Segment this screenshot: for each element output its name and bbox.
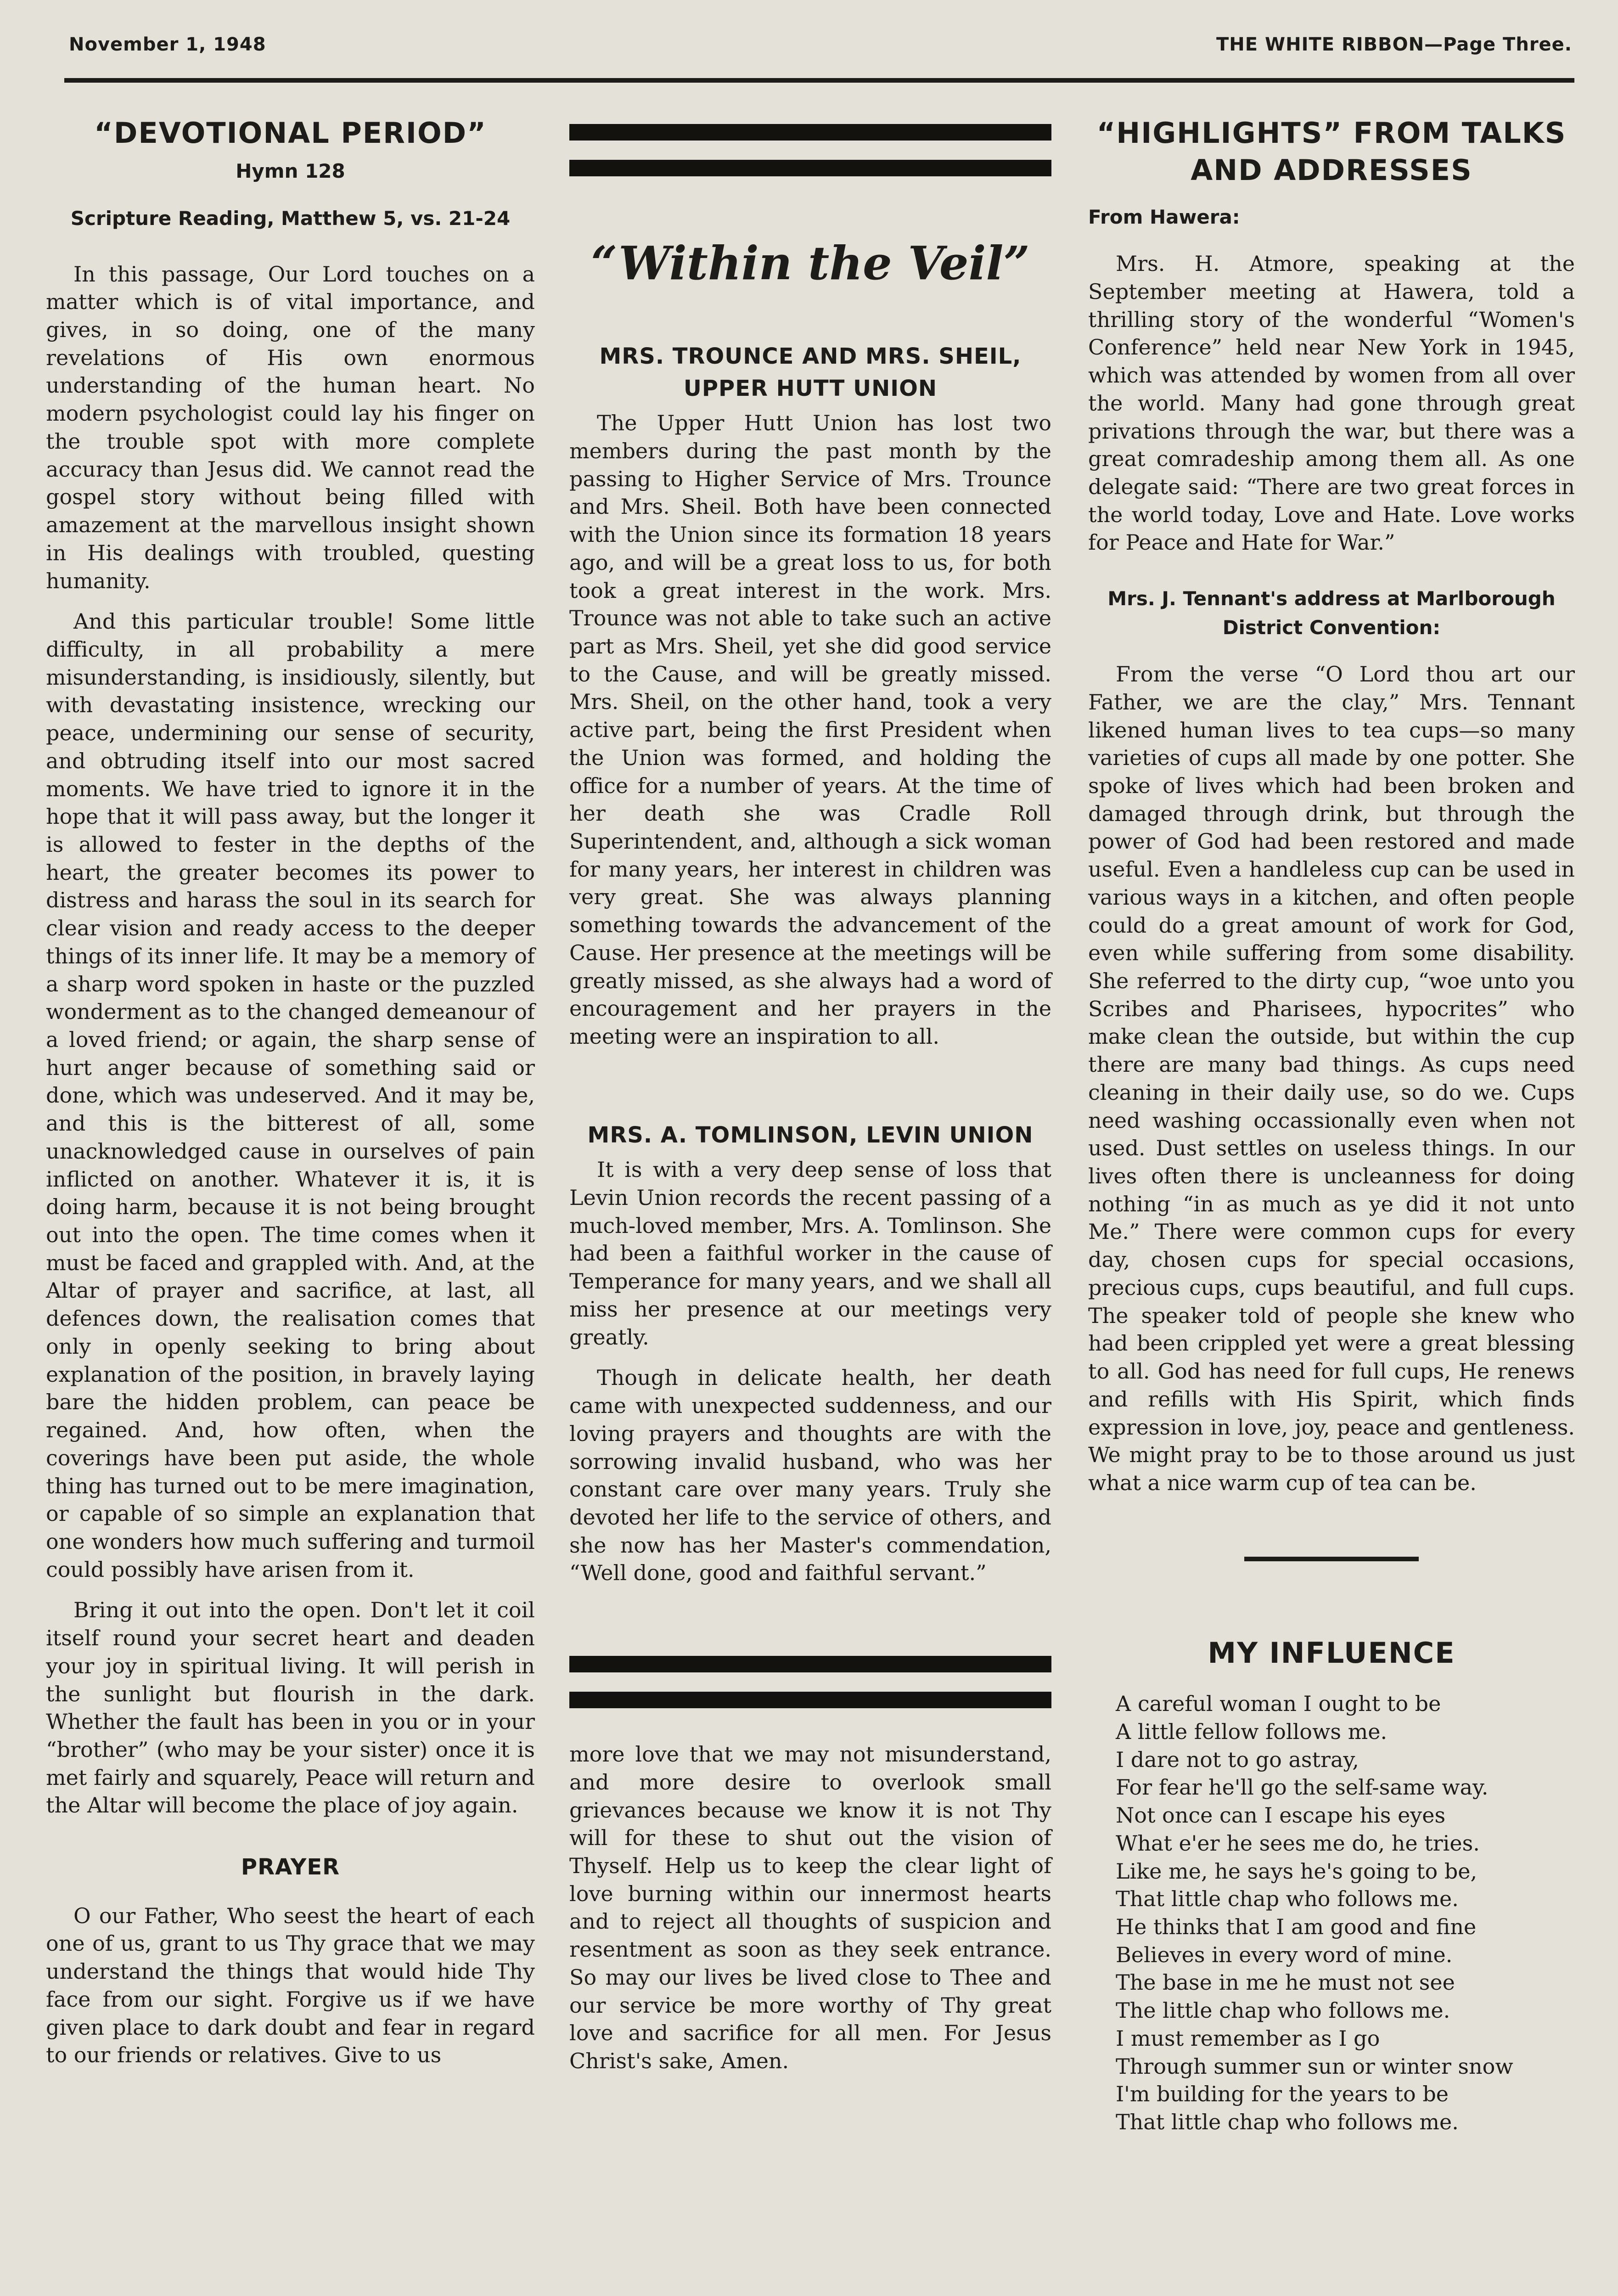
hymn-line: Hymn 128 (236, 159, 345, 182)
poem-line: A little fellow follows me. (1116, 1719, 1388, 1744)
tennant-heading: Mrs. J. Tennant's address at Marlborough District Convention: (1107, 587, 1556, 639)
devotional-paragraph: Bring it out into the open. Don't let it coil itself round your secret heart and deaden your joy in spiritual living. It will perish in the sunlight but flourish in the dark. Whether the fault has been in you or in your “brother” (who may be your sister) once it is met fairly and squarely, Peace will return and the Altar will become the place of joy again. (46, 1598, 535, 1818)
issue-date: November 1, 1948 (69, 34, 266, 55)
poem-line: The base in me he must not see (1116, 1970, 1455, 1995)
heavy-rule (569, 160, 1051, 176)
poem-line: The little chap who follows me. (1116, 1998, 1450, 2023)
poem-line: I'm building for the years to be (1116, 2082, 1449, 2107)
obituary-text: Though in delicate health, her death came with unexpected suddenness, and our loving prayers and thoughts are with the sorrowing invalid husband, who was her constant care over many years. Truly she devoted her life to the service of others, and she now has her Master's commendation, “Well done, good and faithful servant.” (569, 1365, 1051, 1586)
poem-line: I must remember as I go (1116, 2026, 1380, 2051)
publication-page: THE WHITE RIBBON—Page Three. (1216, 34, 1572, 55)
obituary-heading: MRS. TROUNCE AND MRS. SHEIL, UPPER HUTT UNION (599, 343, 1022, 401)
header-rule (64, 78, 1574, 83)
poem-line: He thinks that I am good and fine (1116, 1914, 1477, 1939)
hawera-text: Mrs. H. Atmore, speaking at the September meeting at Hawera, told a thrilling story of the wonderful “Women's Conference” held near New York in 1945, which was attended by women from all over the world. Many had gone through great privations through the war, but there was a great comradeship among them all. As one delegate said: “There are two great forces in the world today, Love and Hate. Love works for Peace and Hate for War.” (1088, 251, 1575, 555)
column-highlights (1088, 106, 1575, 2136)
hawera-heading: From Hawera: (1088, 206, 1240, 229)
poem-line: I dare not to go astray, (1116, 1747, 1359, 1772)
heavy-rule (569, 1656, 1051, 1672)
poem-line: Like me, he says he's going to be, (1116, 1858, 1478, 1884)
poem-line: A careful woman I ought to be (1116, 1691, 1441, 1716)
poem-title: MY INFLUENCE (1208, 1636, 1455, 1670)
page-header (69, 27, 1572, 59)
devotional-title: “DEVOTIONAL PERIOD” (94, 116, 487, 150)
highlights-title: “HIGHLIGHTS” FROM TALKS AND ADDRESSES (1096, 116, 1567, 187)
poem-line: For fear he'll go the self-same way. (1116, 1775, 1489, 1800)
column-devotional (46, 106, 535, 2082)
within-the-veil-title: “Within the Veil” (590, 236, 1030, 290)
scripture-line: Scripture Reading, Matthew 5, vs. 21-24 (70, 207, 511, 230)
heavy-rule (569, 1692, 1051, 1708)
poem-line: What e'er he sees me do, he tries. (1116, 1830, 1480, 1856)
poem-line: That little chap who follows me. (1116, 2110, 1459, 2135)
poem (1116, 1690, 1575, 2136)
poem-line: Believes in every word of mine. (1116, 1942, 1453, 1967)
poem-line: Not once can I escape his eyes (1116, 1803, 1446, 1828)
prayer-text: O our Father, Who seest the heart of each one of us, grant to us Thy grace that we may understand the things that would hide Thy face from our sight. Forgive us if we have given place to dark doubt and fear in regard to our friends or relatives. Give to us (46, 1903, 535, 2068)
obituary-text: It is with a very deep sense of loss that Levin Union records the recent passing of a much-loved member, Mrs. A. Tomlinson. She had been a faithful worker in the cause of Temperance for many years, and we shall all miss her presence at our meetings very greatly. (569, 1157, 1051, 1350)
section-divider (1244, 1557, 1419, 1561)
prayer-title: PRAYER (241, 1854, 340, 1880)
obituary-heading: MRS. A. TOMLINSON, LEVIN UNION (587, 1122, 1034, 1148)
column-obituaries (569, 106, 1051, 2088)
poem-line: That little chap who follows me. (1116, 1886, 1459, 1912)
poem-line: Through summer sun or winter snow (1116, 2054, 1513, 2079)
obituary-text: The Upper Hutt Union has lost two members during the past month by the passing to Higher Service of Mrs. Trounce and Mrs. Sheil. Both have been connected with the Union since its formation 18 years ago, and will be a great loss to us, for both took a great interest in the work. Mrs. Trounce was not able to take such an active part as Mrs. Sheil, yet she did good service to the Cause, and will be greatly missed. Mrs. Sheil, on the other hand, took a very active part, being the first President when the Union was formed, and holding the office for a number of years. At the time of her death she was Cradle Roll Superintendent, and, although a sick woman for many years, her interest in children was very great. She was always planning something towards the advancement of the Cause. Her presence at the meetings will be greatly missed, as she always had a word of encouragement and her prayers in the meeting were an inspiration to all. (569, 411, 1051, 1049)
prayer-continued: more love that we may not misunderstand, and more desire to overlook small grievances because we know it is not Thy will for these to shut out the vision of Thyself. Help us to keep the clear light of love burning within our innermost hearts and to reject all thoughts of suspicion and resentment as soon as they seek entrance. So may our lives be lived close to Thee and our service be more worthy of Thy great love and sacrifice for all men. For Jesus Christ's sake, Amen. (569, 1742, 1051, 2073)
devotional-paragraph: In this passage, Our Lord touches on a matter which is of vital importance, and gives, in so doing, one of the many revelations of His own enormous understanding of the human heart. No modern psychologist could lay his finger on the trouble spot with more complete accuracy than Jesus did. We cannot read the gospel story without being filled with amazement at the marvellous insight shown in His dealings with troubled, questing humanity. (46, 261, 535, 593)
heavy-rule (569, 124, 1051, 141)
devotional-paragraph: And this particular trouble! Some little difficulty, in all probability a mere misunderstanding, is insidiously, silently, but with devastating insistence, wrecking our peace, undermining our sense of security, and obtruding itself into our most sacred moments. We have tried to ignore it in the hope that it will pass away, but the longer it is allowed to fester in the depths of the heart, the greater becomes its power to distress and harass the soul in its search for clear vision and ready access to the deeper things of its inner life. It may be a memory of a sharp word spoken in haste or the puzzled wonderment as to the changed demeanour of a loved friend; or again, the sharp sense of hurt anger because of something said or done, which was undeserved. And it may be, and this is the bitterest of all, some unacknowledged cause in ourselves of pain inflicted on another. Whatever it is, it is doing harm, because it is not being brought out into the open. The time comes when it must be faced and grappled with. And, at the Altar of prayer and sacrifice, at last, all defences down, the realisation comes that only in openly seeking to bring about explanation of the position, in bravely laying bare the hidden problem, can peace be regained. And, how often, when the coverings have been put aside, the whole thing has turned out to be mere imagination, or capable of so simple an explanation that one wonders how much suffering and turmoil could possibly have arisen from it. (46, 609, 535, 1582)
tennant-text: From the verse “O Lord thou art our Father, we are the clay,” Mrs. Tennant likened human lives to tea cups—so many varieties of cups all made by one potter. She spoke of lives which had been broken and damaged through drink, but through the power of God had been restored and made useful. Even a handleless cup can be used in various ways in a kitchen, and often people could do a great amount of work for God, even while suffering from some disability. She referred to the dirty cup, “woe unto you Scribes and Pharisees, hypocrites” who make clean the outside, but within the cup there are many bad things. As cups need cleaning in their daily use, so do we. Cups need washing occassionally even when not used. Dust settles on useless things. In our lives often there is uncleanness for doing nothing “in as much as ye did it not unto Me.” There were common cups for every day, chosen cups for special occasions, precious cups, cups beautiful, and full cups. The speaker told of people she knew who had been crippled yet were a great blessing to all. God has need for full cups, He renews and refills with His Spirit, which finds expression in love, joy, peace and gentleness. We might pray to be to those around us just what a nice warm cup of tea can be. (1088, 662, 1575, 1495)
